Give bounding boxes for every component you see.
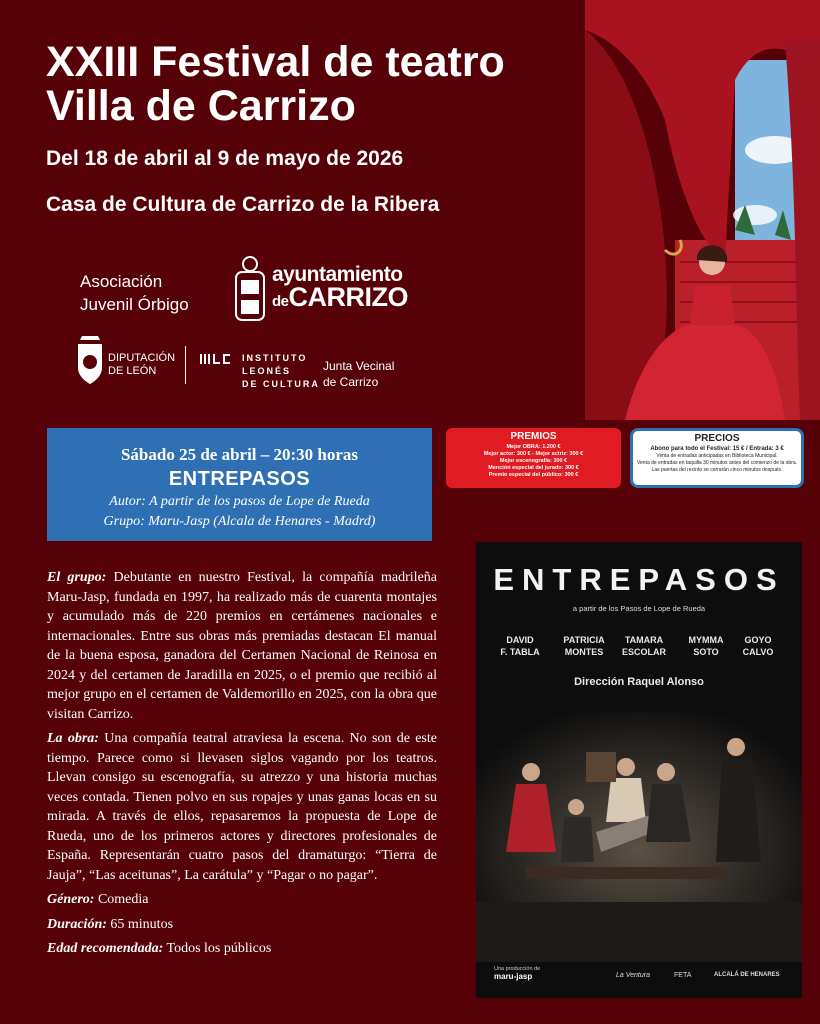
event-author: Autor: A partir de los pasos de Lope de Rueda <box>109 494 370 509</box>
festival-title <box>46 40 606 128</box>
premios-heading: PREMIOS <box>510 431 557 442</box>
poster-subtitle: a partir de los Pasos de Lope de Rueda <box>572 604 706 613</box>
festival-venue: Casa de Cultura de Carrizo de la Ribera <box>46 193 440 216</box>
premios-line: Mejor escenografía: 300 € <box>499 458 568 464</box>
instituto-leones-cultura-logo <box>242 352 320 391</box>
poster-stage-photo <box>476 712 802 962</box>
grupo-paragraph <box>47 568 437 724</box>
cast-last-name: ESCOLAR <box>621 647 666 657</box>
ilc-mark-icon <box>200 354 236 364</box>
junta-line-1: Junta Vecinal <box>323 359 395 373</box>
asociacion-line-1: Asociación <box>80 272 163 291</box>
edad-value: Todos los públicos <box>163 941 272 956</box>
precios-heading: PRECIOS <box>694 433 740 444</box>
cast-last-name: MONTES <box>564 647 604 657</box>
edad-label: Edad recomendada: <box>47 941 164 956</box>
cast-first-name: TAMARA <box>624 635 664 645</box>
production-label: Una producción de <box>494 966 541 972</box>
ilc-line-2: LEONÉS <box>242 366 292 376</box>
poster-cast-member <box>554 634 614 658</box>
poster-cast-member <box>728 634 788 658</box>
event-group: Grupo: Maru-Jasp (Alcala de Henares - Madrd) <box>103 514 376 529</box>
diputacion-crest-icon <box>76 336 104 384</box>
poster-title: ENTREPASOS <box>493 562 785 597</box>
duracion-label: Duración: <box>47 916 107 932</box>
cast-first-name: DAVID <box>506 635 534 645</box>
poster-cast-member <box>490 634 550 658</box>
obra-paragraph <box>47 729 437 885</box>
diputacion-line-1: DIPUTACIÓN <box>108 352 176 364</box>
duracion-line <box>47 915 437 935</box>
premios-line: Mejor OBRA: 1.200 € <box>506 444 561 450</box>
poster-direction: Dirección Raquel Alonso <box>574 676 704 688</box>
festival-dates: Del 18 de abril al 9 de mayo de 2026 <box>46 147 404 170</box>
play-poster <box>476 542 802 998</box>
asociacion-juvenil-orbigo-logo <box>80 270 189 316</box>
cast-last-name: CALVO <box>742 647 774 657</box>
edad-line <box>47 939 437 959</box>
obra-label: La obra: <box>47 731 99 746</box>
duracion-value: 65 minutos <box>106 916 174 932</box>
cast-first-name: MYMMA <box>688 635 724 645</box>
cast-first-name: PATRICIA <box>563 635 605 645</box>
premios-line: Premio especial del público: 300 € <box>488 472 579 478</box>
ayuntamiento-crest-icon <box>232 256 268 324</box>
ayuntamiento-line-2: de <box>272 293 289 310</box>
poster-cast-member <box>676 634 736 658</box>
genero-line <box>47 890 437 910</box>
precios-line: Abono para todo el Festival: 15 € / Entrada: 3 € <box>650 446 784 452</box>
ayuntamiento-line-1: ayuntamiento <box>272 263 403 286</box>
alcala-de-henares-logo: ALCALÁ DE HENARES <box>714 972 780 978</box>
ilc-line-3: DE CULTURA <box>242 379 320 389</box>
precios-box <box>630 428 804 488</box>
grupo-text: Debutante en nuestro Festival, la compañía madrileña Maru-Jasp, fundada en 1997, ha realizado más de cuarenta montajes y acumulado más de 220 premios en certámenes nacionales e internacionales. Entre sus obras más premiadas destacan El manual de la buena esposa, ganadora del Certamen Nacional de Reinosa en 2024 y del certamen de Jaradilla en 2025, o el premio que recibió al mejor grupo en el certamen de Valdemorillo en 2025, con la obra que visitan Carrizo. <box>47 570 437 722</box>
event-info-box <box>47 428 432 541</box>
precios-line: Las puertas del recinto se cerrarán cinco minutos después. <box>651 467 783 473</box>
cast-last-name: SOTO <box>693 647 719 657</box>
feta-logo: FETA <box>674 972 692 979</box>
diputacion-leon-logo <box>108 352 175 378</box>
poster-cast-member <box>614 634 674 658</box>
event-date-time: Sábado 25 de abril – 20:30 horas <box>120 445 359 464</box>
junta-line-2: de Carrizo <box>323 375 379 389</box>
precios-line: Venta de entradas en taquilla 30 minutos antes del comienzo de la obra. <box>636 460 798 466</box>
ayuntamiento-carrizo-logo <box>272 264 408 313</box>
title-line-2: Villa de Carrizo <box>46 82 356 130</box>
premios-box <box>446 428 621 488</box>
ayuntamiento-line-3: CARRIZO <box>288 282 409 312</box>
cast-first-name: GOYO <box>744 635 772 645</box>
la-ventura-logo: La Ventura <box>616 972 650 979</box>
premios-line: Mejor actor: 300 € - Mejor actriz: 300 € <box>483 451 584 457</box>
junta-vecinal-logo <box>323 358 394 390</box>
ilc-line-1: INSTITUTO <box>242 353 308 363</box>
cast-last-name: F. TABLA <box>500 647 540 657</box>
genero-value: Comedia <box>94 892 149 907</box>
logo-divider <box>185 346 186 384</box>
premios-line: Mención especial del jurado: 300 € <box>488 465 579 471</box>
curtain-illustration <box>585 0 820 420</box>
obra-text: Una compañía teatral atraviesa la escena. No son de este tiempo. Parece como si llevasen siglos vagando por los teatros. Llevan consigo su escenografía, su atrezzo y una historia muchas veces contada. Tienen polvo en sus ropajes y unas ganas locas en su mirada. A través de ellos, repasaremos la propuesta de Lope de Rueda, uno de los primeros actores y directores profesionales de España. Representarán cuatro pasos del dramaturgo: “Tierra de Jauja”, “Las aceitunas”, La carátula” y “Pagar o no pagar”. <box>47 731 437 883</box>
asociacion-line-2: Juvenil Órbigo <box>80 295 189 314</box>
title-line-1: XXIII Festival de teatro <box>46 38 505 86</box>
genero-label: Género: <box>47 892 95 907</box>
event-play-title: ENTREPASOS <box>168 468 311 490</box>
poster-production-credit <box>494 966 540 982</box>
description-text <box>47 568 437 964</box>
precios-line: Venta de entradas anticipadas en Biblioteca Municipal. <box>656 453 778 459</box>
grupo-label: El grupo: <box>47 570 107 585</box>
production-company: maru-jasp <box>494 972 533 981</box>
diputacion-line-2: DE LEÓN <box>108 365 157 377</box>
